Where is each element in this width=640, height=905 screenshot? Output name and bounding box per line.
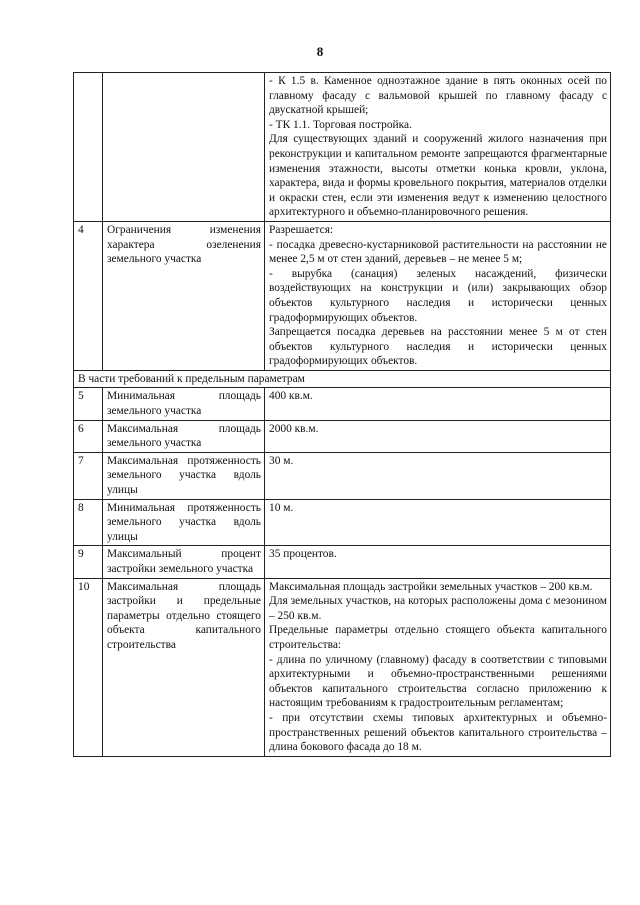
requirements-table [73,72,611,757]
requirement-content-cell [265,499,611,546]
section-header: В части требований к предельным параметрам [74,370,611,388]
requirements-table-body [74,73,611,757]
row-number-cell: 9 [74,546,103,578]
row-number-cell: 6 [74,420,103,452]
table-row [74,499,611,546]
table-row [74,388,611,420]
table-row [74,420,611,452]
table-row [74,73,611,222]
requirement-content-cell [265,578,611,756]
requirement-name-cell: Максимальная площадь земельного участка [103,420,265,452]
content-paragraph: 10 м. [269,501,294,514]
requirement-content-cell [265,221,611,370]
requirement-name-cell: Минимальная протяженность земельного участка вдоль улицы [103,499,265,546]
requirement-name-cell [103,73,265,222]
content-paragraph: 400 кв.м. [269,390,313,403]
content-paragraph: - вырубка (санация) зеленых насаждений, физически воздействующих на конструкции и (или) закрывающих обзор объектов культурного наследия и исторически ценных градоформирующих объектов. [269,267,607,324]
content-paragraph: - ТК 1.1. Торговая постройка. [269,118,412,131]
content-paragraph: 30 м. [269,454,294,467]
content-paragraph: Предельные параметры отдельно стоящего объекта капитального строительства: [269,624,607,651]
content-paragraph: Максимальная площадь застройки земельных участков – 200 кв.м. [269,580,593,593]
requirement-content-cell [265,73,611,222]
requirement-name-cell: Максимальный процент застройки земельного участка [103,546,265,578]
requirement-name-cell: Максимальная площадь застройки и предельные параметры отдельно стоящего объекта капитального строительства [103,578,265,756]
row-number-cell: 10 [74,578,103,756]
requirement-content-cell [265,388,611,420]
content-paragraph: 35 процентов. [269,548,337,561]
content-paragraph: Для существующих зданий и сооружений жилого назначения при реконструкции и капитальном ремонте запрещаются фрагментарные изменения этажности, высоты отметки конька кровли, уклона, характера, вида и формы кровельного покрытия, материалов отделки и окраски стен, если эти изменения ведут к изменению целостного архитектурного и объемно-планировочного решения. [269,133,607,219]
row-number-cell: 4 [74,221,103,370]
requirement-name-cell: Ограничения изменения характера озеленения земельного участка [103,221,265,370]
requirement-content-cell [265,420,611,452]
page-number: 8 [316,44,324,59]
content-paragraph: 2000 кв.м. [269,422,319,435]
table-row [74,452,611,499]
requirement-name-cell: Минимальная площадь земельного участка [103,388,265,420]
requirement-content-cell [265,546,611,578]
row-number-cell: 7 [74,452,103,499]
content-paragraph: - при отсутствии схемы типовых архитектурных и объемно-пространственных решений объектов капитального строительства – длина бокового фасада до 18 м. [269,711,607,754]
row-number-cell [74,73,103,222]
table-row [74,578,611,756]
table-row [74,546,611,578]
section-header-row [74,370,611,388]
content-paragraph: Запрещается посадка деревьев на расстоянии менее 5 м от стен объектов культурного наследия и исторически ценных градоформирующих объектов. [269,326,607,368]
requirement-content-cell [265,452,611,499]
content-paragraph: Разрешается: [269,223,334,236]
row-number-cell: 5 [74,388,103,420]
content-paragraph: - длина по уличному (главному) фасаду в соответствии с типовыми архитектурными и объемно-пространственными решениями объектов капитального строительства согласно приложению к настоящим требованиям к градостроительным регламентам; [269,653,607,710]
content-paragraph: Для земельных участков, на которых расположены дома с мезонином – 250 кв.м. [269,595,607,622]
content-paragraph: - посадка древесно-кустарниковой растительности на расстоянии не менее 2,5 м от стен зданий, деревьев – не менее 5 м; [269,238,607,266]
table-row [74,221,611,370]
row-number-cell: 8 [74,499,103,546]
content-paragraph: - К 1.5 в. Каменное одноэтажное здание в пять оконных осей по главному фасаду с вальмовой крышей по главному фасаду с двускатной крышей; [269,75,607,117]
requirement-name-cell: Максимальная протяженность земельного участка вдоль улицы [103,452,265,499]
